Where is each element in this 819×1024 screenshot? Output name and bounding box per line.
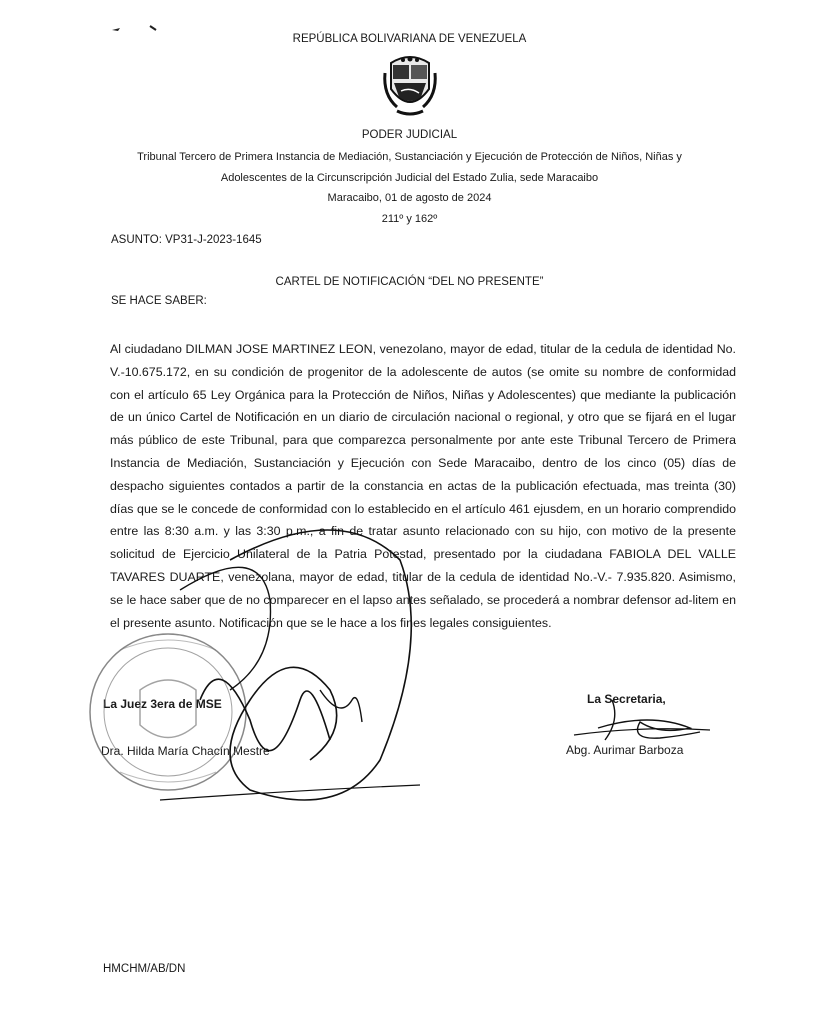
coat-of-arms-icon [381, 53, 439, 119]
notification-body: Al ciudadano DILMAN JOSE MARTINEZ LEON, venezolano, mayor de edad, titular de la cedula de identidad No. V.-10.675.172, en su condición de progenitor de la adolescente de autos (se omite su nombre de conformidad con el artículo 65 Ley Orgánica para la Protección de Niños, Niñas y Adolescentes) que mediante la publicación de un único Cartel de Notificación en un diario de circulación nacional o regional, y otro que se fijará en el lugar más público de este Tribunal, para que comparezca personalmente por ante este Tribunal Tercero de Primera Instancia de Mediación, Sustanciación y Ejecución con Sede Maracaibo, dentro de los cinco (05) días de despacho siguientes contados a partir de la constancia en actas de la publicación efectuada, mas treinta (30) días que se le concede de conformidad con lo establecido en el artículo 461 ejusdem, en un horario comprendido entre las 8:30 a.m. y las 3:30 p.m., a fin de tratar asunto relacionado con su hijo, con motivo de la presente solicitud de Ejercicio Unilateral de la Patria Potestad, presentado por la ciudadana FABIOLA DEL VALLE TAVARES DUARTE, venezolana, mayor de edad, titular de la cedula de identidad No.-V.- 7.935.820. Asimismo, se le hace saber que de no comparecer en el lapso antes señalado, se procederá a nombrar defensor ad-litem en el presente asunto. Notificación que se le hace a los fines legales consiguientes. [110, 342, 736, 630]
se-hace-saber: SE HACE SABER: [111, 295, 207, 307]
asunto: ASUNTO: VP31-J-2023-1645 [111, 234, 262, 246]
header-years: 211º y 162º [381, 213, 438, 225]
header-power: PODER JUDICIAL [361, 129, 458, 141]
header-republic: REPÚBLICA BOLIVARIANA DE VENEZUELA [292, 33, 527, 45]
header-place-date: Maracaibo, 01 de agosto de 2024 [327, 192, 492, 204]
header-tribunal-line1: Tribunal Tercero de Primera Instancia de Mediación, Sustanciación y Ejecución de Protección de Niños, Niñas y [137, 151, 682, 163]
document-title: CARTEL DE NOTIFICACIÓN “DEL NO PRESENTE” [275, 276, 544, 288]
secretary-title: La Secretaria, [587, 692, 666, 706]
header-tribunal-line2: Adolescentes de la Circunscripción Judicial del Estado Zulia, sede Maracaibo [220, 172, 599, 184]
footer-initials: HMCHM/AB/DN [103, 963, 186, 975]
judge-name: Dra. Hilda María Chacín Mestre [101, 744, 270, 758]
secretary-name: Abg. Aurimar Barboza [566, 743, 684, 757]
judge-title: La Juez 3era de MSE [103, 697, 222, 711]
